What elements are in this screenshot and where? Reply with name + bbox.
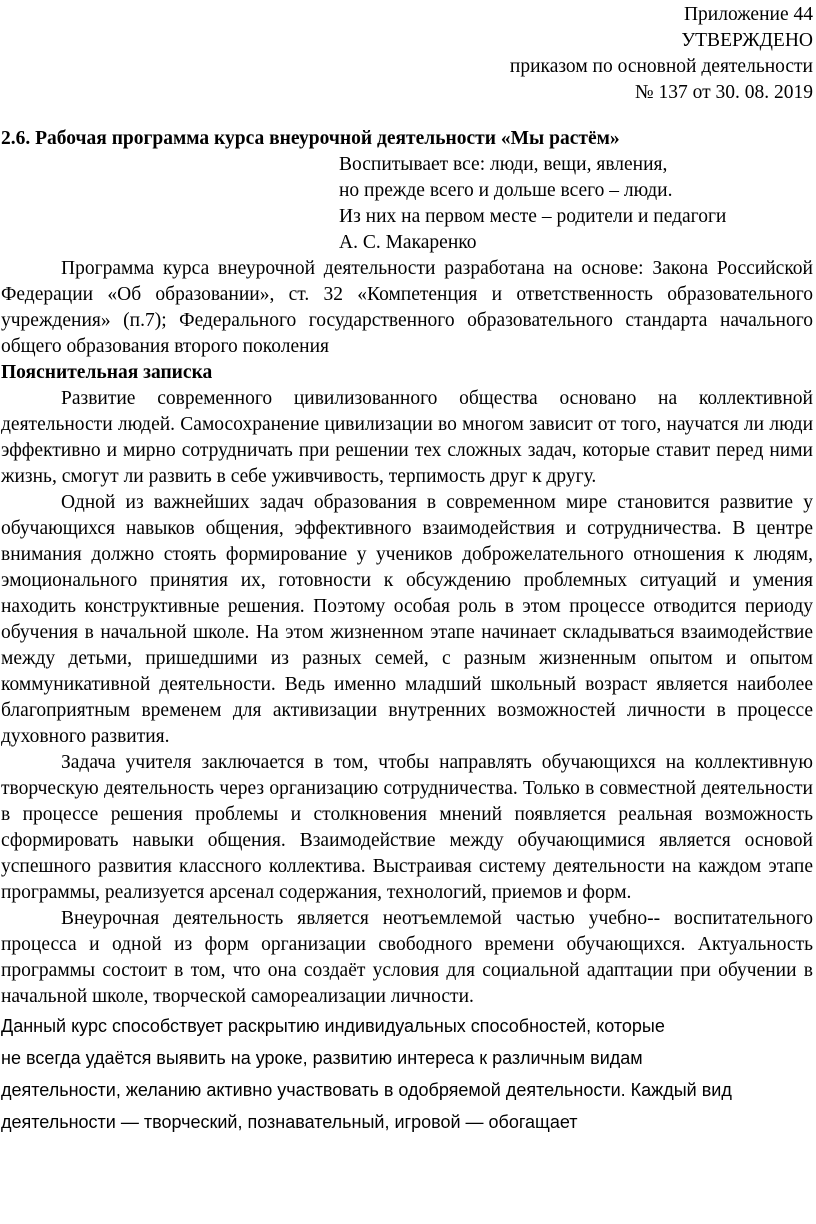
epigraph-author: А. С. Макаренко — [339, 232, 477, 253]
approval-header — [1, 0, 813, 106]
course-description — [1, 1010, 813, 1138]
note-paragraph-1: Развитие современного цивилизованного общества основано на коллективной деятельности людей. Самосохранение цивилизации во многом зависит от того, научатся ли люди эффективно и мирно сотрудничать при решении тех сложных задач, которые ставит перед ними жизнь, смогут ли развить в себе уживчивость, терпимость друг к другу. — [1, 388, 813, 487]
note-paragraph-2: Одной из важнейших задач образования в современном мире становится развитие у обучающихся навыков общения, эффективного взаимодействия и сотрудничества. В центре внимания должно стоять формирование у учеников доброжелательного отношения к людям, эмоционального принятия их, готовности к обсуждению проблемных ситуаций и умения находить конструктивные решения. Поэтому особая роль в этом процессе отводится периоду обучения в начальной школе. На этом жизненном этапе начинает складываться взаимодействие между детьми, пришедшими из разных семей, с разным жизненным опытом и опытом коммуникативной деятельности. Ведь именно младший школьный возраст является наиболее благоприятным временем для активизации внутренних возможностей личности в процессе духовного развития. — [1, 492, 813, 747]
epigraph — [339, 152, 813, 256]
order-reference: приказом по основной деятельности — [509, 56, 813, 77]
note-paragraph-3: Задача учителя заключается в том, чтобы направлять обучающихся на коллективную творческую деятельность через организацию сотрудничества. Только в совместной деятельности в процессе решения проблемы и столкновения мнений появляется реальная возможность сформировать навыки общения. Взаимодействие между обучающимися является основой успешного развития классного коллектива. Выстраивая систему деятельности на каждом этапе программы, реализуется арсенал содержания, технологий, приемов и форм. — [1, 752, 813, 903]
explanatory-note-title: Пояснительная записка — [1, 362, 213, 383]
note-paragraph-4: Внеурочная деятельность является неотъемлемой частью учебно-- воспитательного процесса и одной из форм организации свободного времени обучающихся. Актуальность программы состоит в том, что она создаёт условия для социальной адаптации при обучении в начальной школе, творческой самореализации личности. — [1, 908, 813, 1007]
course-line: деятельности, желанию активно участвовать в одобряемой деятельности. Каждый вид — [1, 1080, 732, 1100]
epigraph-line: Из них на первом месте – родители и педагоги — [339, 206, 727, 227]
section-title: 2.6. Рабочая программа курса внеурочной деятельности «Мы растём» — [1, 128, 620, 149]
epigraph-line: но прежде всего и дольше всего – люди. — [339, 180, 673, 201]
approved-label: УТВЕРЖДЕНО — [681, 30, 813, 51]
course-line: не всегда удаётся выявить на уроке, развитию интереса к различным видам — [1, 1048, 643, 1068]
course-line: Данный курс способствует раскрытию индивидуальных способностей, которые — [1, 1016, 665, 1036]
course-line: деятельности — творческий, познавательный, игровой — обогащает — [1, 1112, 578, 1132]
intro-paragraph: Программа курса внеурочной деятельности разработана на основе: Закона Российской Федерации «Об образовании», ст. 32 «Компетенция и ответственность образовательного учреждения» (п.7); Федерального государственного образовательного стандарта начального общего образования второго поколения — [1, 258, 813, 357]
epigraph-line: Воспитывает все: люди, вещи, явления, — [339, 154, 668, 175]
appendix-number: Приложение 44 — [683, 4, 813, 25]
order-number-date: № 137 от 30. 08. 2019 — [635, 82, 813, 103]
